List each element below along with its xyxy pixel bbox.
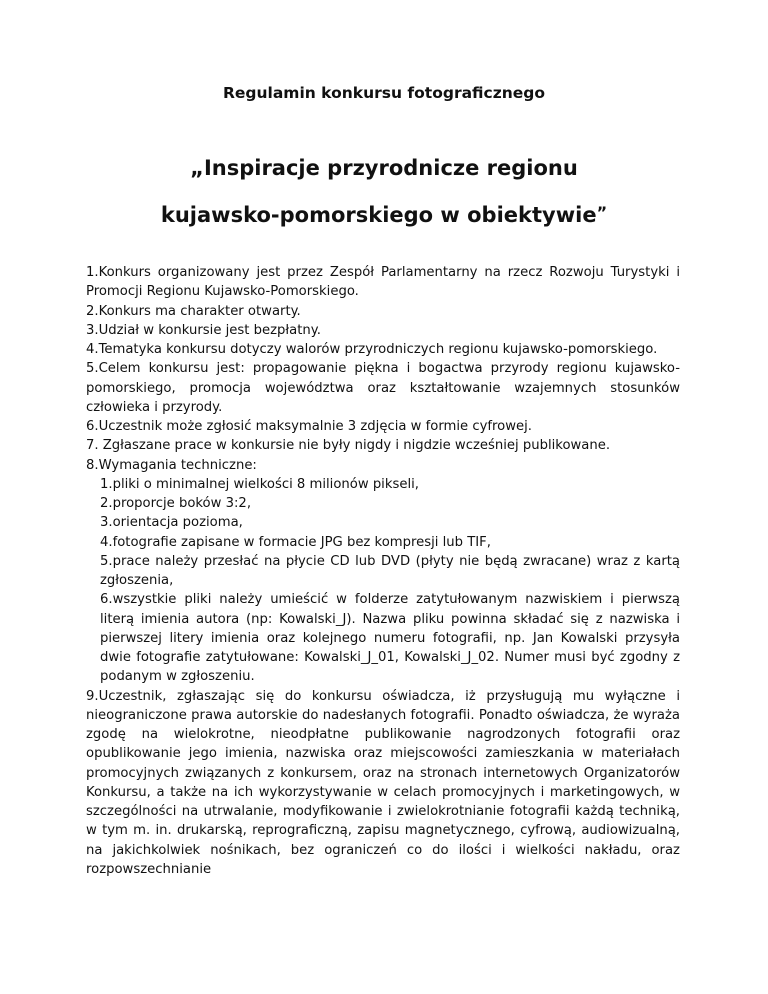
rules-body <box>86 263 680 879</box>
requirement-item: 1.pliki o minimalnej wielkości 8 milionów pikseli, <box>100 476 419 492</box>
requirement-item: 6.wszystkie pliki należy umieścić w folderze zatytułowanym nazwiskiem i pierwszą literą imienia autora (np: Kowalski_J). Nazwa pliku powinna składać się z nazwiska i pierwszej litery imienia oraz kolejnego numeru fotografii, np. Jan Kowalski przysyła dwie fotografie zatytułowane: Kowalski_J_01, Kowalski_J_02. Numer musi być zgodny z podanym w zgłoszeniu. <box>100 592 680 685</box>
rule-item: 3.Udział w konkursie jest bezpłatny. <box>86 322 321 338</box>
document-heading: Regulamin konkursu fotograficznego <box>222 84 546 102</box>
contest-title-line-1: „Inspiracje przyrodnicze regionu <box>190 156 578 180</box>
requirement-item: 5.prace należy przesłać na płycie CD lub DVD (płyty nie będą zwracane) wraz z kartą zgłoszenia, <box>100 553 680 588</box>
requirement-item: 4.fotografie zapisane w formacie JPG bez kompresji lub TIF, <box>100 534 491 550</box>
contest-title-close-quote: ” <box>596 203 608 222</box>
rule-item-9: 9.Uczestnik, zgłaszając się do konkursu oświadcza, iż przysługują mu wyłączne i nieograniczone prawa autorskie do nadesłanych fotografii. Ponadto oświadcza, że wyraża zgodę na wielokrotne, nieodpłatne publikowanie nagrodzonych fotografii oraz opublikowanie jego imienia, nazwiska oraz miejscowości zamieszkania w materiałach promocyjnych związanych z konkursem, oraz na stronach internetowych Organizatorów Konkursu, a także na ich wykorzystywanie w celach promocyjnych i marketingowych, w szczególności na utrwalanie, modyfikowanie i zwielokrotnianie fotografii każdą techniką, w tym m. in. drukarską, reprograficzną, zapisu magnetycznego, cyfrową, audiowizualną, na jakichkolwiek nośnikach, bez ograniczeń co do ilości i wielkości nakładu, oraz rozpowszechnianie <box>86 688 680 877</box>
rule-item: 4.Tematyka konkursu dotyczy walorów przyrodniczych regionu kujawsko-pomorskiego. <box>86 342 658 357</box>
requirement-item: 2.proporcje boków 3:2, <box>100 496 252 511</box>
rule-item: 1.Konkurs organizowany jest przez Zespół Parlamentarny na rzecz Rozwoju Turystyki i Promocji Regionu Kujawsko-Pomorskiego. <box>86 265 680 300</box>
technical-requirements-list <box>86 475 680 687</box>
rule-item: 2.Konkurs ma charakter otwarty. <box>86 303 301 319</box>
rule-item: 6.Uczestnik może zgłosić maksymalnie 3 zdjęcia w formie cyfrowej. <box>86 419 532 434</box>
requirement-item: 3.orientacja pozioma, <box>100 515 243 531</box>
contest-title-line-2-text: kujawsko-pomorskiego w obiektywie <box>160 203 597 227</box>
rule-item: 8.Wymagania techniczne: <box>86 457 257 473</box>
rule-item: 5.Celem konkursu jest: propagowanie piękna i bogactwa przyrody regionu kujawsko-pomorskiego, promocja województwa oraz kształtowanie wzajemnych stosunków człowieka i przyrody. <box>86 361 680 415</box>
rule-item: 7. Zgłaszane prace w konkursie nie były nigdy i nigdzie wcześniej publikowane. <box>86 438 611 454</box>
contest-title-line-2 <box>0 203 768 227</box>
